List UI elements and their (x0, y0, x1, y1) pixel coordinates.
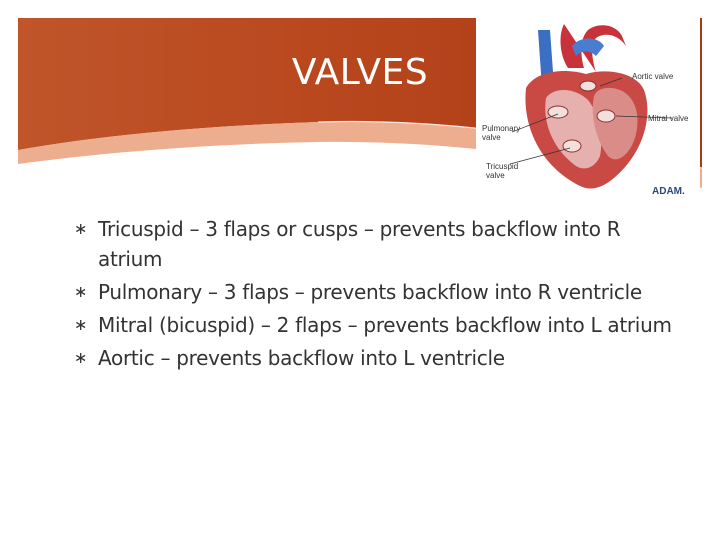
label-mitral-valve: Mitral valve (648, 114, 689, 123)
label-pulmonary-valve: Pulmonary valve (482, 124, 521, 142)
list-item (74, 310, 674, 340)
asterisk-icon: ∗ (74, 282, 88, 301)
bullet-text: Aortic – prevents backflow into L ventricle (98, 346, 505, 370)
label-tricuspid-valve: Tricuspid valve (486, 162, 519, 180)
image-credit-logo: ADAM. (652, 186, 685, 197)
bullet-text: Mitral (bicuspid) – 2 flaps – prevents backflow into L atrium (98, 313, 672, 337)
asterisk-icon: ∗ (74, 348, 88, 367)
bullet-text: Tricuspid – 3 flaps or cusps – prevents backflow into R atrium (98, 217, 621, 271)
slide-title: VALVES (291, 52, 429, 93)
list-item (74, 214, 674, 274)
bullet-text: Pulmonary – 3 flaps – prevents backflow into R ventricle (98, 280, 642, 304)
label-aortic-valve: Aortic valve (632, 72, 674, 81)
bullet-list (74, 214, 674, 376)
asterisk-icon: ∗ (74, 219, 88, 238)
list-item (74, 277, 674, 307)
asterisk-icon: ∗ (74, 315, 88, 334)
list-item (74, 343, 674, 373)
